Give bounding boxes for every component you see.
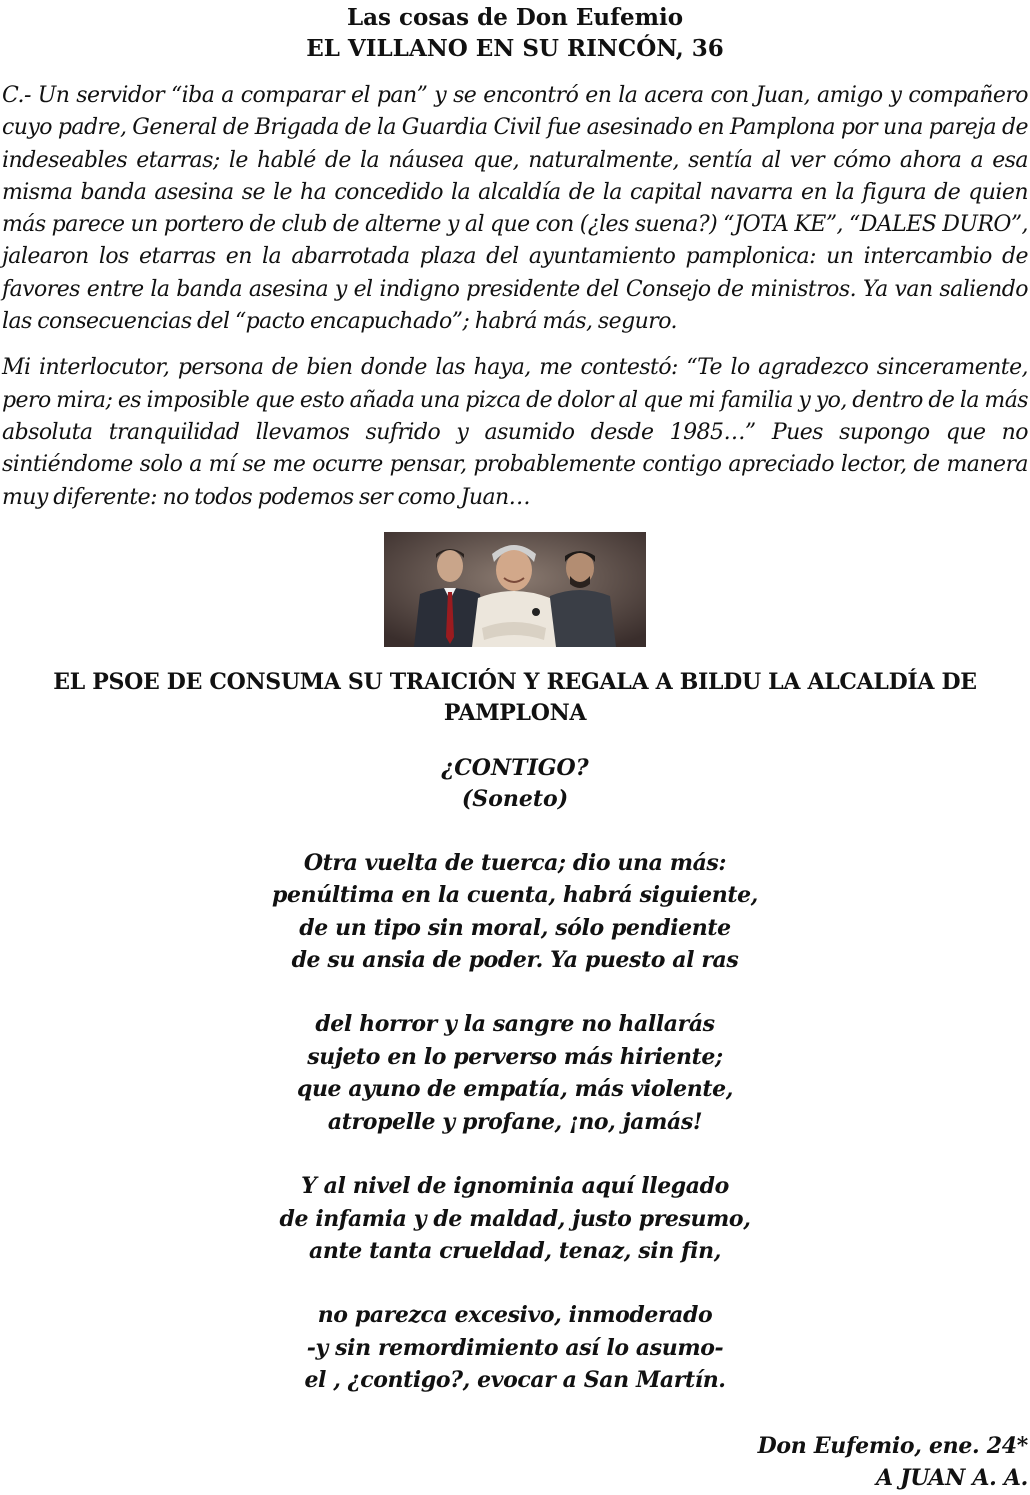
poem-title: ¿CONTIGO? bbox=[441, 754, 589, 781]
poem-subtitle: (Soneto) bbox=[461, 785, 569, 812]
poem-line: Otra vuelta de tuerca; dio una más: bbox=[303, 849, 727, 876]
article-paragraph-1: C.- Un servidor “iba a comparar el pan” y se encontró en la acera con Juan, amigo y compañero cuyo padre, General de Brigada de la Guardia Civil fue asesinado en Pamplona por una pareja de indeseables etarras; le hablé de la náusea que, naturalmente, sentía al ver cómo ahora a esa misma banda asesina se le ha concedido la alcaldía de la capital navarra en la figura de quien más parece un portero de club de alterne y al que con (¿les suena?) “JOTA KE”, “DALES DURO”, jalearon los etarras en la abarrotada plaza del ayuntamiento pamplonica: un intercambio de favores entre la banda asesina y el indigno presidente del Consejo de ministros. Ya van saliendo las consecuencias del “pacto encapuchado”; habrá más, seguro. bbox=[2, 83, 1028, 335]
signature-block bbox=[758, 1430, 1028, 1494]
poem-stanza-4 bbox=[0, 1299, 1030, 1396]
poem-heading bbox=[0, 753, 1030, 815]
poem-line: de infamia y de maldad, justo presumo, bbox=[279, 1205, 751, 1232]
poem-line: penúltima en la cuenta, habrá siguiente, bbox=[272, 882, 758, 909]
article-paragraph-2: Mi interlocutor, persona de bien donde las haya, me contestó: “Te lo agradezco sinceramente, pero mira; es imposible que esto añada una pizca de dolor al que mi familia y yo, dentro de la más absoluta tranquilidad llevamos sufrido y asumido desde 1985…” Pues supongo que no sintiéndome solo a mí se me ocurre pensar, probablemente contigo apreciado lector, de manera muy diferente: no todos podemos ser como Juan… bbox=[2, 355, 1028, 510]
author-signature: Don Eufemio, ene. 24* bbox=[757, 1433, 1028, 1459]
poem-line: que ayuno de empatía, más violente, bbox=[296, 1076, 733, 1103]
poem-stanza-2 bbox=[0, 1008, 1030, 1138]
poem-line: el , ¿contigo?, evocar a San Martín. bbox=[304, 1367, 726, 1394]
dedication: A JUAN A. A. bbox=[875, 1465, 1028, 1491]
poem-line: -y sin remordimiento así lo asumo- bbox=[306, 1334, 724, 1361]
poem-line: Y al nivel de ignominia aquí llegado bbox=[301, 1173, 729, 1200]
poem-stanza-1 bbox=[0, 847, 1030, 977]
poem-line: no parezca excesivo, inmoderado bbox=[317, 1302, 713, 1329]
poem-line: ante tanta crueldad, tenaz, sin fin, bbox=[309, 1237, 721, 1264]
poem-line: de un tipo sin moral, sólo pendiente bbox=[299, 914, 731, 941]
three-men-portrait-illustration bbox=[384, 532, 646, 647]
series-title: Las cosas de Don Eufemio bbox=[346, 4, 684, 31]
poem-line: atropelle y profane, ¡no, jamás! bbox=[327, 1108, 703, 1135]
poem-line: sujeto en lo perverso más hiriente; bbox=[307, 1043, 723, 1070]
poem-line: de su ansia de poder. Ya puesto al ras bbox=[291, 947, 739, 974]
poem-line: del horror y la sangre no hallarás bbox=[315, 1011, 715, 1038]
poem-stanza-3 bbox=[0, 1170, 1030, 1267]
article-headline: EL PSOE DE CONSUMA SU TRAICIÓN Y REGALA A BILDU LA ALCALDÍA DE PAMPLONA bbox=[53, 668, 977, 726]
document-header bbox=[0, 0, 1030, 64]
column-title: EL VILLANO EN SU RINCÓN, 36 bbox=[306, 35, 724, 62]
